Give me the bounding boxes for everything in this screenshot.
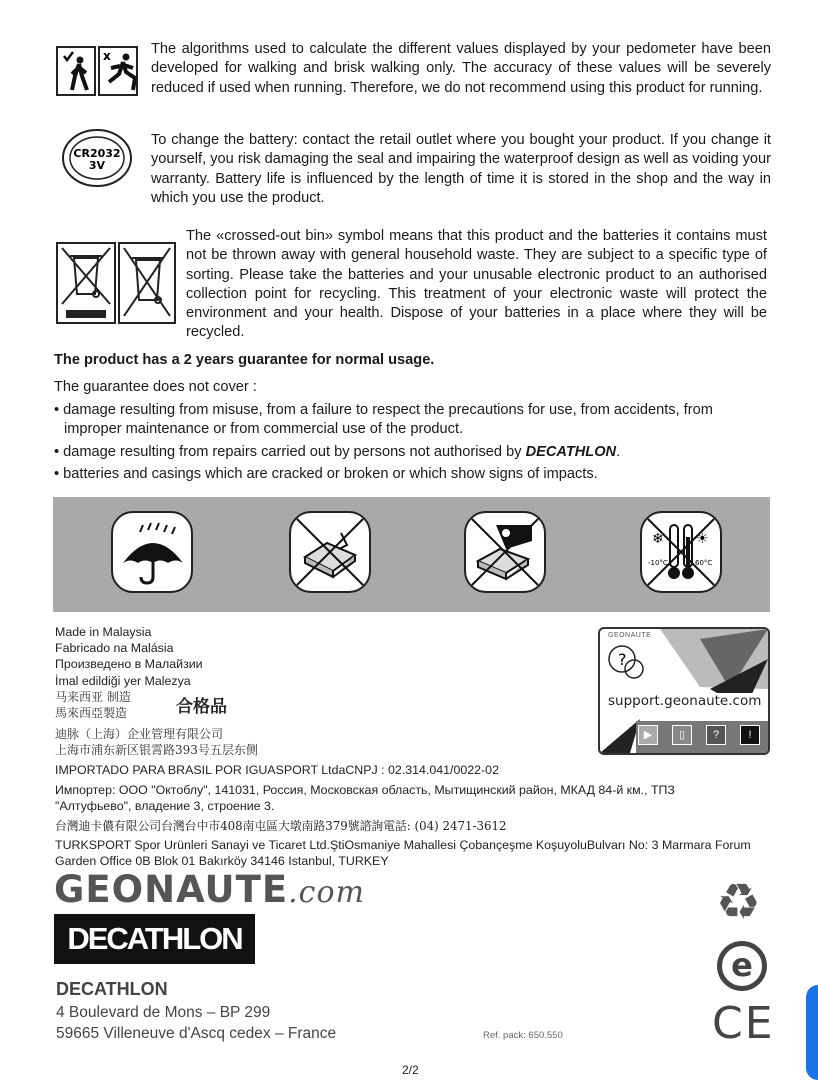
manual-icon: ▯ — [672, 725, 692, 745]
origin-chinese: 马来西亚 制造 馬來西亞製造 — [55, 690, 131, 720]
support-url[interactable]: support.geonaute.com — [608, 693, 762, 709]
no-drop-icon — [289, 511, 371, 593]
geonaute-logo[interactable]: GEONAUTE.com — [54, 868, 365, 911]
origin-list: Made in Malaysia Fabricado na Malásia Произведено в Малайзии İmal edildiği yer Malezya — [55, 625, 203, 688]
company-chinese: 迪脉（上海）企业管理有限公司 上海市浦东新区银霄路393号五层东侧 — [55, 727, 258, 757]
guarantee-item: • batteries and casings which are cracked or broken or which show signs of impacts. — [54, 465, 598, 482]
svg-text:x: x — [103, 49, 111, 63]
support-card — [598, 627, 770, 755]
address-line1: 4 Boulevard de Mons – BP 299 — [56, 1004, 271, 1021]
qualified-mark: 合格品 — [176, 697, 227, 717]
guarantee-item: • damage resulting from misuse, from a failure to respect the precautions for use, from accidents, from improper maintenance or from commercial use of the product. — [54, 402, 713, 438]
turkey-importer: TURKSPORT Spor Urünleri Sanayi ve Ticaret Ltd.ŞtiOsmaniye Mahallesi Çobançeşme KoşuyoluBulvarı No: 3 Marmara Forum Garden Office 0B Blok 01 Bakırköy 34146 Istanbul, TURKEY — [55, 838, 751, 869]
svg-text:☀: ☀ — [696, 531, 709, 547]
floating-action-button[interactable] — [806, 985, 818, 1080]
ref-pack: Ref. pack: 650.550 — [483, 1030, 563, 1041]
guarantee-list — [54, 401, 772, 484]
support-brand: GEONAUTE — [608, 632, 652, 639]
recycle-icon: ♻ — [716, 873, 761, 931]
temp-high: 60°C — [695, 559, 713, 567]
warning-icons-band — [53, 497, 770, 612]
ce-mark: CE — [712, 998, 775, 1049]
battery-voltage: 3V — [88, 159, 106, 172]
guarantee-title: The product has a 2 years guarantee for normal usage. — [54, 352, 435, 368]
svg-text:?: ? — [618, 650, 627, 669]
battery-model: CR2032 — [73, 147, 121, 160]
brazil-importer: IMPORTADO PARA BRASIL POR IGUASPORT LtdaCNPJ : 02.314.041/0022-02 — [55, 763, 499, 777]
crossed-bin-icon — [56, 242, 176, 324]
taiwan-importer: 台灣迪卡儂有限公司台灣台中市408南屯區大墩南路379號諮詢電話: (04) 2471-3612 — [55, 819, 507, 833]
company-name: DECATHLON — [56, 979, 168, 999]
guarantee-intro: The guarantee does not cover : — [54, 379, 257, 395]
no-solvent-icon — [464, 511, 546, 593]
russia-importer: Импортер: ООО "Октоблу", 141031, Россия, Московская область, Мытищинский район, МКАД 84-й км., ТПЗ "Алтуфьево", владение 3, строение 3. — [55, 783, 675, 814]
china-rohs-icon: e — [717, 941, 767, 991]
guarantee-item: • damage resulting from repairs carried out by persons not authorised by DECATHLON. — [54, 443, 621, 460]
decathlon-logo[interactable]: DECATHLON — [54, 914, 255, 964]
brand-name: DECATHLON — [525, 443, 617, 460]
battery-icon — [61, 128, 133, 188]
walk-run-icon — [56, 46, 138, 96]
temp-low: -10°C — [648, 559, 668, 567]
page-number: 2/2 — [402, 1063, 419, 1077]
faq-icon: ? — [706, 725, 726, 745]
umbrella-rain-icon — [111, 511, 193, 593]
svg-text:❄: ❄ — [652, 531, 664, 547]
battery-notice: To change the battery: contact the retail outlet where you bought your product. If you change it yourself, you risk damaging the seal and impairing the waterproof design as well as voiding your warranty. Battery life is influenced by the length of time it is stored in the shop and the way in which you use the product. — [151, 132, 771, 206]
video-icon: ▶ — [638, 725, 658, 745]
temperature-range-icon — [640, 511, 722, 593]
address-line2: 59665 Villeneuve d'Ascq cedex – France — [56, 1025, 337, 1042]
alert-icon: ! — [740, 725, 760, 745]
bin-notice: The «crossed-out bin» symbol means that this product and the batteries it contains must not be thrown away with general household waste. They are subject to a specific type of sorting. Please take the batteries and your unusable electronic product to an authorised collection point for recycling. This treatment of your electronic waste will protect the environment and your health. Dispose of your batteries in a place where they will be recycled. — [186, 228, 767, 341]
pedometer-notice: The algorithms used to calculate the different values displayed by your pedometer have been developed for walking and brisk walking only. The accuracy of these values will be severely reduced if used when running. Therefore, we do not recommend using this product for running. — [151, 41, 771, 96]
